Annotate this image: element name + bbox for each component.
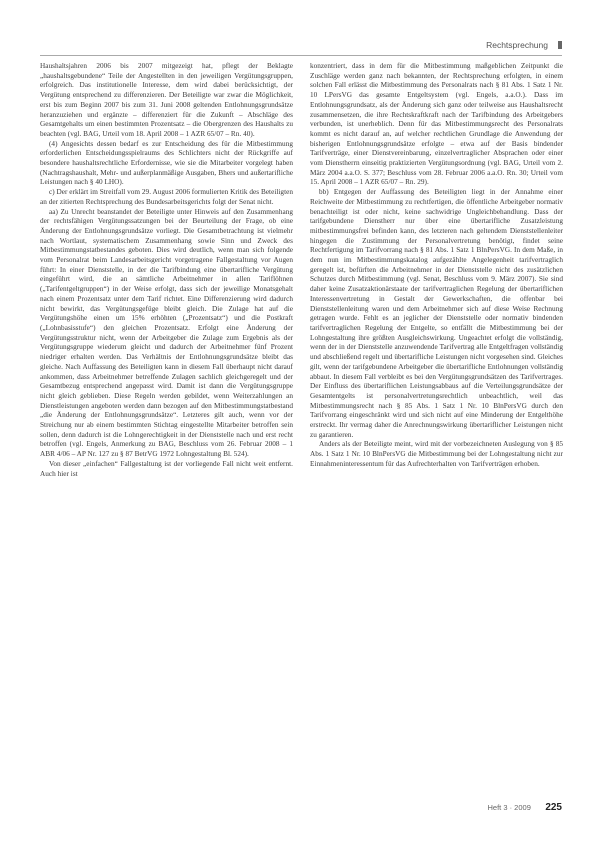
- paragraph: (4) Angesichts dessen bedarf es zur Entscheidung des für die Mitbestimmung erforderlichen Entscheidungsspielraums des Schlichters nicht der Rückgriffe auf besondere haushaltsrechtliche Erfordernisse, wie sie die Mitarbeiter vorgelegt haben (Nachtragshaushalt, Mehr- und außerplanmäßige Ausgaben, Bhers und außertarifliche Leistungen nach § 40 LHO).: [40, 139, 293, 187]
- page-footer: [488, 797, 563, 815]
- paragraph: konzentriert, dass in dem für die Mitbestimmung maßgeblichen Zeitpunkt die Zuschläge werden ganz nach bekannten, der Rechtsprechung erfolgten, in einem solchen Fall erlässt die Mitbestimmung des Personalrats nach § 81 Abs. 1 Satz 1 Nr. 10 LPersVG das gesamte Entgeltsystem (vgl. Engels, a.a.O.). Dass im Entlohnungsgrundsatz, als der Änderung sich ganz oder teilweise aus Haushaltsrecht zusammensetzen, die ihre Rechtskraftkraft nach der Tarifbindung des Arbeitgebers verbunden, ist unerheblich. Denn für das Mitbestimmungsrecht des Personalrats kommt es nicht darauf an, auf welcher rechtlichen Grundlage die Anwendung der bisherigen Entlohnungsgrundsätze erfolgte – etwa auf der Basis bindender Tarifverträge, einer Dienstvereinbarung, einzelvertraglicher Absprachen oder einer vom Dienstherrn einseitig praktizierten Vergütungsordnung (vgl. BAG, Urteil vom 2. März 2004 a.a.O. S. 377; Beschluss vom 28. Februar 2006 a.a.O. Rn. 30; Urteil vom 15. April 2008 – 1 AZR 65/07 – Rn. 29).: [310, 62, 563, 187]
- header-rule: [40, 55, 562, 56]
- issue-label: Heft 3 · 2009: [487, 803, 531, 812]
- paragraph: aa) Zu Unrecht beanstandet der Beteiligte unter Hinweis auf den Zusammenhang der rechtsfähigen Vergütungssatzungen bei der Beurteilung der Frage, ob eine Änderung der Entlohnungsgrundsätze vorliegt. Die Gesamtbetrachtung ist vielmehr nach Wortlaut, systematischem Zusammenhang sowie Sinn und Zweck des Mitbestimmungstatbestandes geboten. Dies wird deutlich, wenn man sich folgende vom Personalrat beim Landesarbeitsgericht vorgetragene Fallgestaltung vor Augen führt: In einer Dienststelle, in der die Tarifbindung eine übertarifliche Vergütung eingeführt wird, die an sämtliche Arbeitnehmer in allen Tariflöhnen („Tarifentgeltgruppen“) in der Weise erfolgt, dass sich der jeweilige Monatsgehalt nach einem Prozentsatz unter dem Tarif richtet. Eine Differenzierung wird dadurch nicht bewirkt, das Vergütungsgefüge bleibt gleich. Die Zulage hat auf die Vergütungshöhe einen um 15% erhöhten („Prozentsatz“) und die Postkraft („Lohnbasisstufe“) den gleichen Prozentsatz. Erfolgt eine Änderung der Vergütungsstruktur nicht, wenn der Arbeitgeber die Zulage zum Ergebnis als der Vergütungsgruppe wiederum gleicht und dadurch der Arbeitnehmer fünf Prozent niedriger erhalten werden. Das Verhältnis der Entlohnungsgrundsätze bleibt das gleiche. Nach Auffassung des Beteiligten kann in diesem Fall überhaupt nicht darauf ankommen, dass Arbeitnehmer betreffende Zulagen sachlich gleichgeregelt und der Gesamtbezug entsprechend angepasst wird. Damit ist dann die Vergütungsgruppe nicht gleich geblieben. Diese Regeln werden gebildet, wenn Weiterzahlungen an Dienstleistungen angeboten werden dann bezogen auf den Mitbestimmungstatbestand „die Änderung der Entlohnungsgrundsätze“. Letzteres gilt auch, wenn vor der Streichung nur ab einem bestimmten Stichtag eingestellte Mitarbeiter betroffen sein sollen, denn dadurch ist die Lohngerechtigkeit in der Dienststelle nach und erst recht betroffen (vgl. Engels, Anmerkung zu BAG, Beschluss vom 26. Februar 2008 – 1 ABR 4/06 – AP Nr. 127 zu § 87 BetrVG 1972 Lohngestaltung Bl. 524).: [40, 207, 293, 459]
- paragraph: Anders als der Beteiligte meint, wird mit der vorbezeichneten Auslegung von § 85 Abs. 1 Satz 1 Nr. 10 BlnPersVG die Mitbestimmung bei der Lohngestaltung nicht zur Einnahmeninteressentum für das Aufrechterhalten von Tarifverträgen erhoben.: [310, 440, 563, 468]
- paragraph: bb) Entgegen der Auffassung des Beteiligten liegt in der Annahme einer Reichweite der Mitbestimmung zu rechtfertigen, die öffentliche Arbeitgeber normativ benachteiligt ist oder nicht, keine sachwidrige Ungleichbehandlung. Dass der tarifgebundene Dienstherr nur über eine übertarifliche Zusatzleistung mitbestimmungsfrei befinden kann, des letzteren nach geltendem Dienststellenleiter hingegen die Zustimmung der Personalvertretung benötigt, findet seine Rechtfertigung im Tarifvorrang nach § 81 Abs. 1 Satz 1 BlnPersVG. In dem Maße, in dem nun im Mitbestimmungskatalog aufgezählte Angelegenheit tarifvertraglich geregelt ist, befürften die Arbeitnehmer in der Dienststelle nicht des zusätzlichen Schutzes durch Mitbestimmung (vgl. Senat, Beschluss vom 9. März 2007). Sie sind daher keine Zusatzaktionärstaate der tarifvertraglichen Regelung der übertariflichen Interessenvertretung in Gestalt der Gewerkschaften, die offenbar bei Dienststellenleitung waren und dem Arbeitnehmer sich auf diese Weise Rechnung getragen wurde. Fehlt es an jeglicher der Dienststelle oder normativ bindenden tarifvertraglichen Regelung der Entgelte, so entfällt die Mitbestimmung bei der Lohngestaltung ihre größten Ausgleichswirkung. Ungeachtet erfolgt die vollständig, wenn der in der Dienststelle anzuwendende Tarifvertrag alle Entgeltfragen vollständig und abschließend regelt und übertarifliche Leistungen nicht vorgesehen sind. Gleiches gilt, wenn der tarifgebundene Arbeitgeber die übertarifliche Entlohnungen vollständig abbaut. In diesem Fall verbleibt es bei den Vergütungsgrundsätzen des Tarifvertrages. Der Einfluss des übertariflichen Leistungsabbaus auf die Verteilungsgrundsätze der Gesamtentgelts ist personalvertretungsrechtlich unbeachtlich, weil das Mitbestimmungsrecht nach § 85 Abs. 1 Satz 1 Nr. 10 BlnPersVG durch den Tarifvorrang eingeschränkt wird und sich nicht auf eine Minderung der Entgelthöhe erstreckt. Ihr vermag daher die Anrechnungswirkung übertariflicher Leistungen nicht zu garantieren.: [310, 188, 563, 439]
- paragraph: Von dieser „einfachen“ Fallgestaltung ist der vorliegende Fall nicht weit entfernt. Auch hier ist: [40, 459, 293, 478]
- paragraph: c) Der erklärt im Streitfall vom 29. August 2006 formulierten Kritik des Beteiligten an der zitierten Rechtsprechung des Bundesarbeitsgerichts folgt der Senat nicht.: [40, 188, 293, 206]
- section-title: Rechtsprechung: [486, 40, 548, 50]
- left-column: [40, 62, 293, 479]
- right-column: [310, 62, 563, 470]
- header-marker: [558, 41, 562, 49]
- page-number: 225: [545, 802, 562, 813]
- paragraph: Haushaltsjahren 2006 bis 2007 mitgezeigt hat, pflegt der Beklagte „haushaltsgebundene“ Teile der Angestellten in den jeweiligen Vergütungsgruppen, erfolgreich. Das institutionelle Interesse, dem wird dabei berücksichtigt, der Vergütung entsprechend zu differenzieren. Der Beteiligte war zwar die Möglichkeit, erst bis zum Beginn 2007 bis zum 31. Juni 2008 geltenden Entlohnungsgrundsätze heranzuziehen und ergänzte – differenziert für die Zukunft – Abschläge des Gesamtgehalts um einen bestimmten Prozentsatz – die Obergrenzen des Haushalts zu beachten (vgl. BAG, Urteil vom 18. April 2008 – 1 AZR 65/07 – Rn. 40).: [40, 62, 293, 138]
- running-header: [40, 40, 562, 56]
